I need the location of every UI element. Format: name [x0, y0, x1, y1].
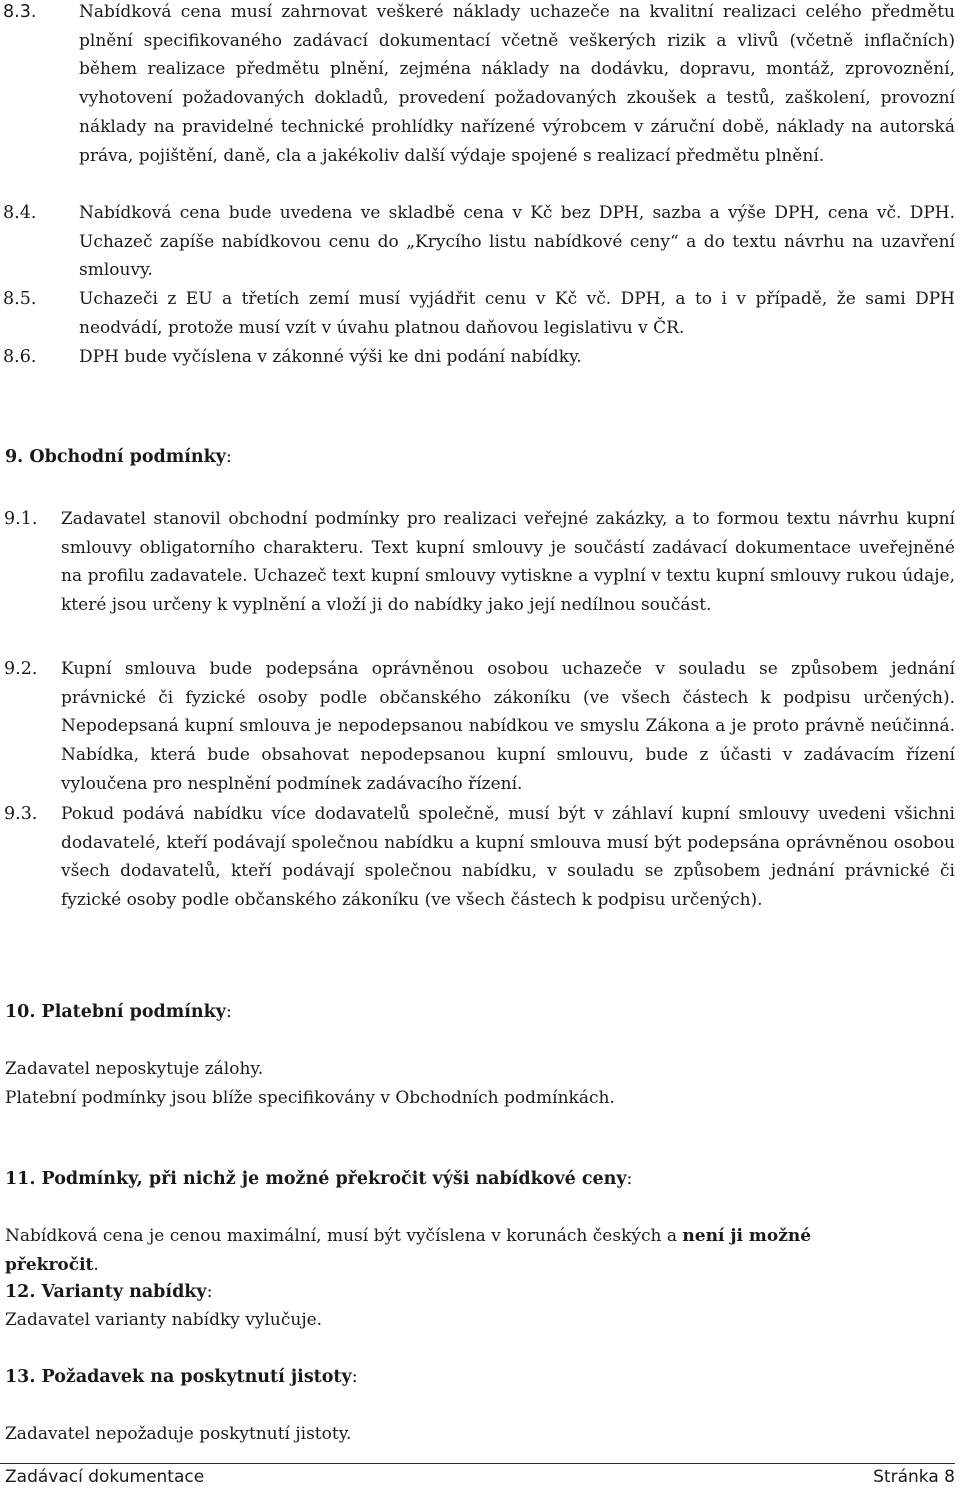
paragraph-text: Pokud podává nabídku více dodavatelů společně, musí být v záhlaví kupní smlouvy uvedeni všichni dodavatelé, kteří podávají společnou nabídku a kupní smlouva musí být podepsána oprávněnou osobou všech dodavatelů, kteří podávají společnou nabídku, v souladu se způsobem jednání právnické či fyzické osoby podle občanského zákoníku (ve všech částech k podpisu určených).	[61, 804, 955, 911]
paragraph-number: 9.1.	[4, 509, 38, 529]
text-span: Nabídková cena je cenou maximální, musí být vyčíslena v korunách českých a	[5, 1226, 683, 1246]
section-heading-9	[5, 443, 232, 471]
section-11-text	[5, 1222, 885, 1279]
paragraph-9-3	[0, 800, 955, 915]
paragraph-8-5	[0, 285, 955, 342]
paragraph-8-6	[0, 343, 955, 372]
paragraph-text: Uchazeči z EU a třetích zemí musí vyjádřit cenu v Kč vč. DPH, a to i v případě, že sami DPH neodvádí, protože musí vzít v úvahu platnou daňovou legislativu v ČR.	[79, 289, 955, 338]
heading-colon: :	[351, 1367, 358, 1387]
paragraph-number: 8.4.	[3, 203, 37, 223]
paragraph-number: 9.2.	[4, 659, 38, 679]
section-12-text: Zadavatel varianty nabídky vylučuje.	[5, 1310, 323, 1330]
paragraph-text: Zadavatel stanovil obchodní podmínky pro realizaci veřejné zakázky, a to formou textu návrhu kupní smlouvy obligatorního charakteru. Text kupní smlouvy je součástí zadávací dokumentace uveřejněné na profilu zadavatele. Uchazeč text kupní smlouvy vytiskne a vyplní v textu kupní smlouvy rukou údaje, které jsou určeny k vyplnění a vloží ji do nabídky jako její nedílnou součást.	[61, 509, 955, 616]
section-heading-13	[5, 1363, 358, 1391]
paragraph-text: Kupní smlouva bude podepsána oprávněnou osobou uchazeče v souladu se způsobem jednání právnické či fyzické osoby podle občanského zákoníku (ve všech částech k podpisu určených). Nepodepsaná kupní smlouva je nepodepsanou nabídkou ve smyslu Zákona a je proto právně neúčinná. Nabídka, která bude obsahovat nepodepsanou kupní smlouvu, bude z účasti v zadávacím řízení vyloučena pro nesplnění podmínek zadávacího řízení.	[61, 659, 955, 794]
text-end: .	[93, 1254, 99, 1275]
paragraph-text: Nabídková cena bude uvedena ve skladbě cena v Kč bez DPH, sazba a výše DPH, cena vč. DPH. Uchazeč zapíše nabídkovou cenu do „Krycího listu nabídkové ceny“ a do textu návrhu na uzavření smlouvy.	[79, 203, 955, 281]
heading-title: 10. Platební podmínky	[5, 1002, 226, 1022]
paragraph-9-1	[0, 505, 955, 620]
heading-title: 11. Podmínky, při nichž je možné překročit výši nabídkové ceny	[5, 1169, 627, 1189]
paragraph-number: 8.5.	[3, 289, 37, 309]
heading-title: 12. Varianty nabídky	[5, 1282, 207, 1302]
paragraph-number: 8.6.	[3, 347, 37, 367]
text-line: Platební podmínky jsou blíže specifikovány v Obchodních podmínkách.	[5, 1087, 615, 1108]
heading-colon: :	[225, 1002, 232, 1022]
heading-title: 13. Požadavek na poskytnutí jistoty	[5, 1367, 352, 1387]
heading-colon: :	[206, 1282, 213, 1302]
heading-colon: :	[225, 447, 232, 467]
section-13-text: Zadavatel nepožaduje poskytnutí jistoty.	[5, 1424, 352, 1444]
paragraph-text: Nabídková cena musí zahrnovat veškeré náklady uchazeče na kvalitní realizaci celého předmětu plnění specifikovaného zadávací dokumentací včetně veškerých rizik a vlivů (včetně inflačních) během realizace předmětu plnění, zejména náklady na dodávku, dopravu, montáž, zprovoznění, vyhotovení požadovaných dokladů, provedení požadovaných zkoušek a testů, zaškolení, provozní náklady na pravidelné technické prohlídky nařízené výrobcem v záruční době, náklady na autorská práva, pojištění, daně, cla a jakékoliv další výdaje spojené s realizací předmětu plnění.	[79, 2, 955, 166]
paragraph-9-2	[0, 655, 955, 799]
footer-document-title: Zadávací dokumentace	[5, 1467, 205, 1487]
footer-page-number: Stránka 8	[873, 1467, 955, 1487]
section-10-text	[5, 1055, 945, 1112]
paragraph-number: 8.3.	[3, 2, 37, 22]
paragraph-number: 9.3.	[4, 804, 38, 824]
bold-text: není ji možné překročit	[5, 1226, 812, 1275]
paragraph-8-4	[0, 199, 955, 285]
page-footer	[0, 1463, 955, 1487]
section-heading-11	[5, 1165, 632, 1193]
paragraph-8-3	[0, 0, 955, 170]
text-line: Zadavatel neposkytuje zálohy.	[5, 1059, 264, 1079]
section-heading-10	[5, 998, 232, 1026]
heading-title: 9. Obchodní podmínky	[5, 447, 226, 467]
paragraph-text: DPH bude vyčíslena v zákonné výši ke dni podání nabídky.	[79, 347, 582, 367]
heading-colon: :	[626, 1169, 633, 1189]
section-heading-12	[5, 1278, 213, 1306]
